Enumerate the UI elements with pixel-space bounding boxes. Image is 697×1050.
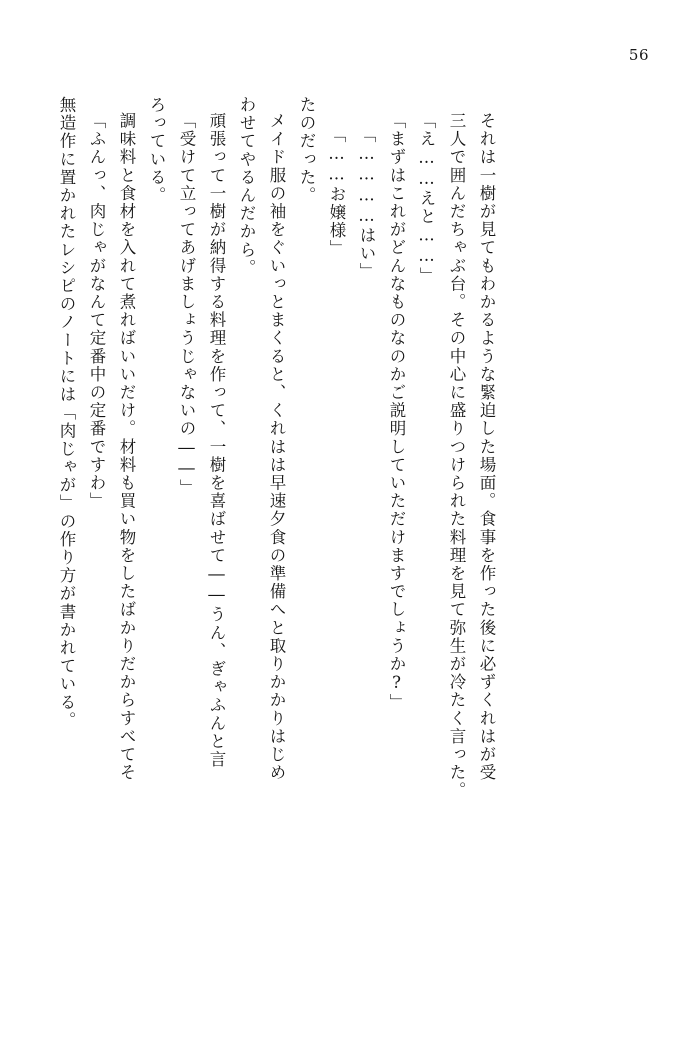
text-column: 「え……えと……」	[417, 112, 436, 285]
text-column: 調味料と食材を入れて煮ればいいだけ。材料も買い物をしたばかりだからすべてそ	[117, 112, 136, 782]
text-column: それは一樹が見てもわかるような緊迫した場面。食事を作った後に必ずくれはが受	[477, 112, 496, 782]
text-column: メイド服の袖をぐいっとまくると、くれはは早速夕食の準備へと取りかかりはじめ	[267, 112, 286, 782]
text-column: わせてやるんだから。	[237, 96, 256, 277]
text-column: 三人で囲んだちゃぶ台。その中心に盛りつけられた料理を見て弥生が冷たく言った。	[447, 112, 466, 800]
text-column: 頑張って一樹が納得する料理を作って、一樹を喜ばせて――うん、ぎゃふんと言	[207, 112, 226, 769]
page-number: 56	[628, 46, 649, 64]
text-column: ろっている。	[147, 96, 166, 205]
text-column: 無造作に置かれたレシピのノートには「肉じゃが」の作り方が書かれている。	[57, 96, 76, 730]
text-column: 「ふんっ、肉じゃがなんて定番中の定番ですわ」	[87, 112, 106, 511]
text-column: たのだった。	[297, 96, 316, 205]
text-column: 「受けて立ってあげましょうじゃないの――」	[177, 112, 196, 498]
text-column: 「まずはこれがどんなものなのかご説明していただけますでしょうか?」	[387, 112, 406, 712]
text-column: 「…………はい」	[357, 126, 376, 281]
vertical-text-block	[44, 96, 653, 976]
text-column: 「……お嬢様」	[327, 126, 346, 258]
